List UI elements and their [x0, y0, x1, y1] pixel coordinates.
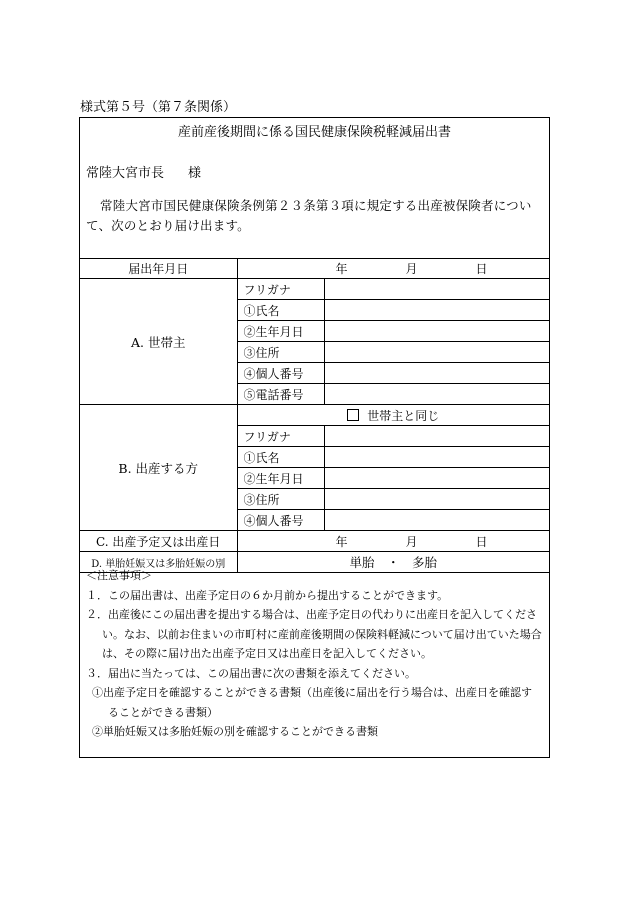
addressee: [86, 162, 201, 181]
b-furigana-label: フリガナ: [237, 426, 324, 447]
addressee-name: 常陸大宮市長: [86, 166, 165, 181]
b-individual-number-label: ④個人番号: [237, 510, 324, 531]
a-name-input[interactable]: [324, 300, 549, 321]
b-name-input[interactable]: [324, 447, 549, 468]
filing-date-row: [80, 258, 549, 279]
same-as-head-label: 世帯主と同じ: [367, 408, 440, 423]
filing-day-label: 日: [475, 261, 488, 276]
a-address-label: ③住所: [237, 342, 324, 363]
same-as-head-option[interactable]: [237, 405, 549, 426]
section-c-label: C. 出産予定又は出産日: [80, 531, 237, 552]
note-3-item-2: ②単胎妊娠又は多胎妊娠の別を確認することができる書類: [92, 725, 378, 738]
b-birthdate-input[interactable]: [324, 468, 549, 489]
a-furigana-input[interactable]: [324, 279, 549, 300]
a-individual-number-label: ④個人番号: [237, 363, 324, 384]
section-d-label: D. 単胎妊娠又は多胎妊娠の別: [80, 552, 237, 573]
b-individual-number-input[interactable]: [324, 510, 549, 531]
b-address-input[interactable]: [324, 489, 549, 510]
a-birthdate-label: ②生年月日: [237, 321, 324, 342]
a-name-label: ①氏名: [237, 300, 324, 321]
form-table: [80, 258, 549, 573]
section-b-label: B. 出産する方: [80, 405, 237, 531]
due-month-label: 月: [405, 534, 418, 549]
b-birthdate-label: ②生年月日: [237, 468, 324, 489]
same-as-head-checkbox[interactable]: [347, 409, 359, 421]
filing-date-field[interactable]: [237, 258, 549, 279]
declaration-statement: 常陸大宮市国民健康保険条例第２３条第３項に規定する出産被保険者について、次のとおり届け出ます。: [86, 198, 532, 233]
section-c-row: [80, 531, 549, 552]
a-phone-input[interactable]: [324, 384, 549, 405]
notes-section: [80, 566, 549, 742]
due-day-label: 日: [475, 534, 488, 549]
filing-date-label: 届出年月日: [80, 258, 237, 279]
note-3-item-1-continued: ることができる書類）: [108, 705, 218, 719]
note-2: ２．出産後にこの届出書を提出する場合は、出産予定日の代わりに出産日を記入してくださ: [86, 608, 537, 621]
due-date-field[interactable]: [237, 531, 549, 552]
note-2-continued: は、その際に届け出た出産予定日又は出産日を記入してください。: [102, 647, 432, 660]
form-frame: [79, 117, 550, 758]
a-birthdate-input[interactable]: [324, 321, 549, 342]
b-furigana-input[interactable]: [324, 426, 549, 447]
section-a-label: A. 世帯主: [80, 279, 237, 405]
b-name-label: ①氏名: [237, 447, 324, 468]
addressee-honorific: 様: [188, 166, 202, 181]
filing-year-label: 年: [335, 261, 348, 276]
due-year-label: 年: [335, 534, 348, 549]
a-phone-label: ⑤電話番号: [237, 384, 324, 405]
note-3: ３．届出に当たっては、この届出書に次の書類を添えてください。: [86, 666, 416, 680]
a-individual-number-input[interactable]: [324, 363, 549, 384]
a-furigana-label: フリガナ: [237, 279, 324, 300]
a-address-input[interactable]: [324, 342, 549, 363]
form-number-label: 様式第５号（第７条関係）: [80, 100, 237, 115]
pregnancy-type-options[interactable]: 単胎 ・ 多胎: [237, 552, 549, 573]
note-2-continued: い。なお、以前お住まいの市町村に産前産後期間の保険料軽減について届け出ていた場合: [102, 627, 542, 641]
note-1: １．この届出書は、出産予定日の６か月前から提出することができます。: [86, 588, 449, 602]
notes-heading: ＜注意事項＞: [86, 569, 152, 582]
form-title: 産前産後期間に係る国民健康保険税軽減届出書: [177, 125, 451, 140]
intro-section: [80, 118, 549, 259]
b-address-label: ③住所: [237, 489, 324, 510]
note-3-item-1: ①出産予定日を確認することができる書類（出産後に届出を行う場合は、出産日を確認す: [92, 686, 532, 699]
filing-month-label: 月: [405, 261, 418, 276]
